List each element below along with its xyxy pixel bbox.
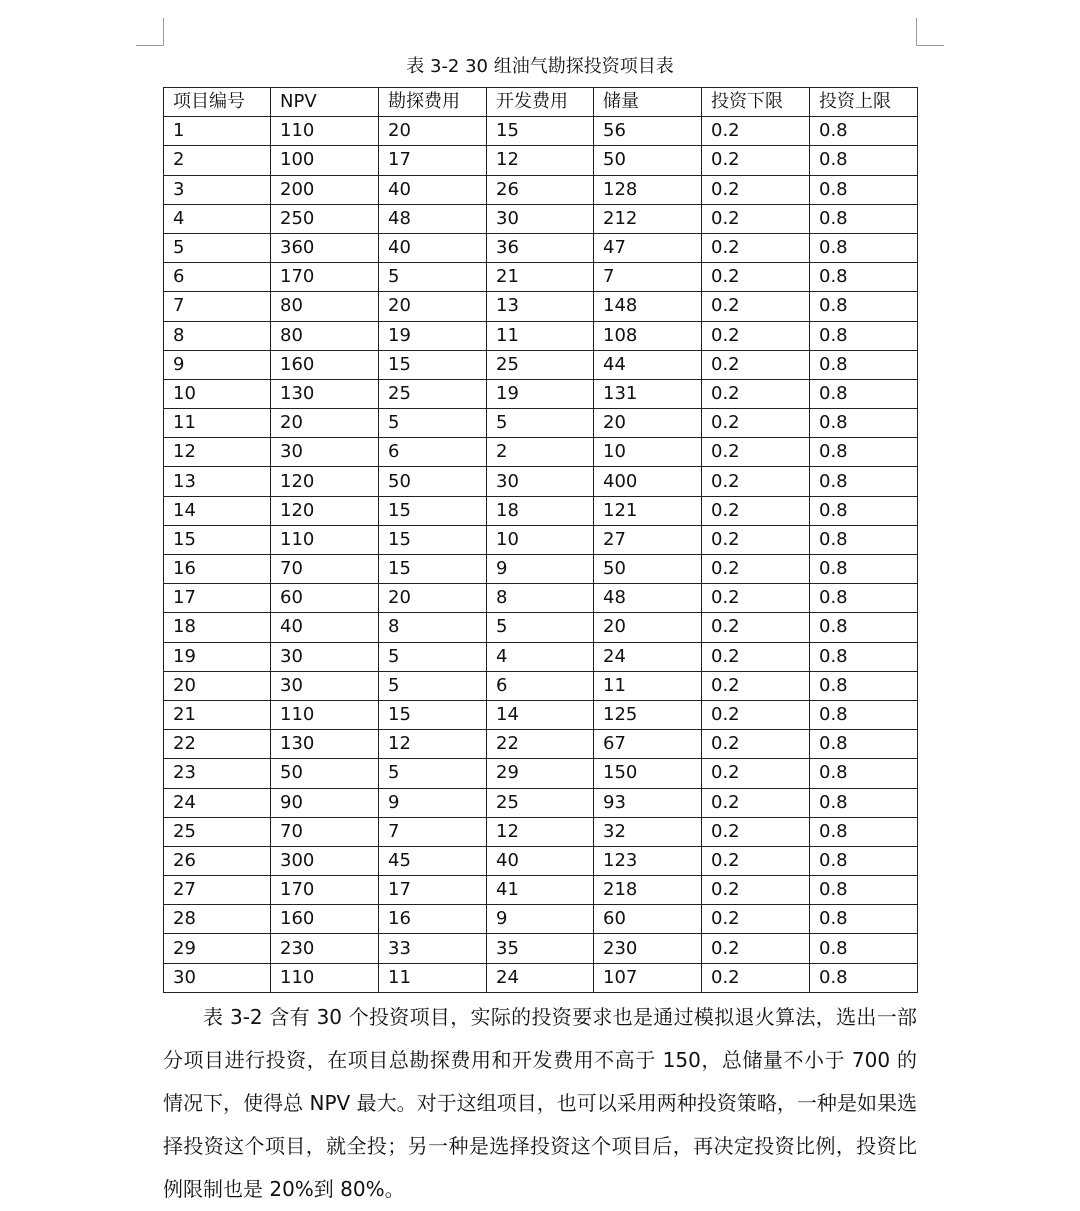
table-cell: 17 xyxy=(379,146,487,175)
table-cell: 48 xyxy=(379,204,487,233)
table-cell: 70 xyxy=(271,555,379,584)
table-cell: 108 xyxy=(594,321,702,350)
table-cell: 0.8 xyxy=(810,846,918,875)
table-cell: 9 xyxy=(164,350,271,379)
table-cell: 400 xyxy=(594,467,702,496)
table-cell: 160 xyxy=(271,905,379,934)
table-cell: 16 xyxy=(379,905,487,934)
table-cell: 44 xyxy=(594,350,702,379)
table-cell: 0.2 xyxy=(702,117,810,146)
table-cell: 19 xyxy=(379,321,487,350)
table-cell: 0.2 xyxy=(702,525,810,554)
table-cell: 20 xyxy=(594,613,702,642)
table-cell: 25 xyxy=(379,379,487,408)
table-cell: 110 xyxy=(271,700,379,729)
table-cell: 15 xyxy=(164,525,271,554)
table-cell: 19 xyxy=(487,379,594,408)
table-cell: 10 xyxy=(164,379,271,408)
table-cell: 28 xyxy=(164,905,271,934)
table-row xyxy=(164,117,918,146)
page-corner-mark-top-right xyxy=(916,18,944,46)
table-cell: 50 xyxy=(594,146,702,175)
table-cell: 3 xyxy=(164,175,271,204)
table-cell: 0.2 xyxy=(702,905,810,934)
table-cell: 5 xyxy=(487,409,594,438)
table-cell: 0.2 xyxy=(702,204,810,233)
table-cell: 0.2 xyxy=(702,233,810,262)
table-cell: 20 xyxy=(164,671,271,700)
table-cell: 0.2 xyxy=(702,175,810,204)
table-cell: 0.8 xyxy=(810,233,918,262)
table-row xyxy=(164,730,918,759)
table-cell: 40 xyxy=(487,846,594,875)
table-row xyxy=(164,963,918,992)
table-cell: 25 xyxy=(164,817,271,846)
table-cell: 0.2 xyxy=(702,263,810,292)
table-cell: 0.2 xyxy=(702,555,810,584)
table-cell: 30 xyxy=(487,467,594,496)
table-cell: 360 xyxy=(271,233,379,262)
table-cell: 14 xyxy=(487,700,594,729)
table-cell: 0.2 xyxy=(702,409,810,438)
table-cell: 15 xyxy=(487,117,594,146)
table-cell: 47 xyxy=(594,233,702,262)
table-cell: 5 xyxy=(379,409,487,438)
table-cell: 0.8 xyxy=(810,671,918,700)
table-row xyxy=(164,204,918,233)
table-cell: 0.8 xyxy=(810,321,918,350)
table-cell: 0.8 xyxy=(810,613,918,642)
table-row xyxy=(164,817,918,846)
table-cell: 120 xyxy=(271,467,379,496)
column-header: 开发费用 xyxy=(487,88,594,117)
page-corner-mark-top-left xyxy=(136,18,164,46)
table-cell: 24 xyxy=(164,788,271,817)
table-cell: 0.8 xyxy=(810,642,918,671)
table-row xyxy=(164,438,918,467)
table-cell: 10 xyxy=(487,525,594,554)
table-cell: 0.8 xyxy=(810,175,918,204)
table-cell: 130 xyxy=(271,730,379,759)
table-cell: 5 xyxy=(164,233,271,262)
table-cell: 0.2 xyxy=(702,759,810,788)
table-cell: 35 xyxy=(487,934,594,963)
table-cell: 4 xyxy=(487,642,594,671)
table-body xyxy=(164,117,918,993)
table-cell: 0.8 xyxy=(810,525,918,554)
table-cell: 2 xyxy=(487,438,594,467)
table-cell: 0.8 xyxy=(810,817,918,846)
table-cell: 300 xyxy=(271,846,379,875)
table-cell: 48 xyxy=(594,584,702,613)
table-cell: 230 xyxy=(271,934,379,963)
table-cell: 250 xyxy=(271,204,379,233)
table-cell: 5 xyxy=(487,613,594,642)
table-row xyxy=(164,700,918,729)
table-row xyxy=(164,671,918,700)
table-cell: 0.2 xyxy=(702,671,810,700)
table-cell: 128 xyxy=(594,175,702,204)
table-cell: 24 xyxy=(594,642,702,671)
table-cell: 13 xyxy=(487,292,594,321)
table-row xyxy=(164,788,918,817)
table-cell: 30 xyxy=(487,204,594,233)
table-row xyxy=(164,379,918,408)
table-cell: 131 xyxy=(594,379,702,408)
table-cell: 67 xyxy=(594,730,702,759)
table-cell: 0.8 xyxy=(810,905,918,934)
table-cell: 121 xyxy=(594,496,702,525)
table-cell: 0.8 xyxy=(810,117,918,146)
table-cell: 36 xyxy=(487,233,594,262)
table-cell: 33 xyxy=(379,934,487,963)
table-cell: 0.2 xyxy=(702,934,810,963)
table-cell: 11 xyxy=(379,963,487,992)
table-cell: 0.8 xyxy=(810,467,918,496)
table-cell: 6 xyxy=(487,671,594,700)
table-cell: 11 xyxy=(487,321,594,350)
table-cell: 16 xyxy=(164,555,271,584)
table-cell: 0.8 xyxy=(810,759,918,788)
table-cell: 0.8 xyxy=(810,204,918,233)
table-cell: 15 xyxy=(379,350,487,379)
table-row xyxy=(164,934,918,963)
table-cell: 1 xyxy=(164,117,271,146)
table-cell: 27 xyxy=(594,525,702,554)
table-cell: 5 xyxy=(379,671,487,700)
table-cell: 11 xyxy=(164,409,271,438)
table-cell: 93 xyxy=(594,788,702,817)
table-cell: 12 xyxy=(487,817,594,846)
table-row xyxy=(164,146,918,175)
table-cell: 0.8 xyxy=(810,350,918,379)
table-cell: 7 xyxy=(379,817,487,846)
table-cell: 90 xyxy=(271,788,379,817)
table-cell: 26 xyxy=(487,175,594,204)
table-cell: 7 xyxy=(164,292,271,321)
table-cell: 0.2 xyxy=(702,146,810,175)
column-header: 勘探费用 xyxy=(379,88,487,117)
table-row xyxy=(164,876,918,905)
table-cell: 5 xyxy=(379,263,487,292)
table-cell: 12 xyxy=(164,438,271,467)
table-cell: 40 xyxy=(379,233,487,262)
table-cell: 0.2 xyxy=(702,321,810,350)
table-cell: 0.8 xyxy=(810,292,918,321)
table-cell: 20 xyxy=(594,409,702,438)
table-cell: 200 xyxy=(271,175,379,204)
table-cell: 0.2 xyxy=(702,584,810,613)
table-cell: 15 xyxy=(379,700,487,729)
table-cell: 0.2 xyxy=(702,350,810,379)
table-cell: 218 xyxy=(594,876,702,905)
table-cell: 32 xyxy=(594,817,702,846)
table-cell: 110 xyxy=(271,525,379,554)
column-header: 投资上限 xyxy=(810,88,918,117)
table-cell: 20 xyxy=(379,117,487,146)
table-row xyxy=(164,759,918,788)
table-header-row xyxy=(164,88,918,117)
table-cell: 26 xyxy=(164,846,271,875)
table-cell: 27 xyxy=(164,876,271,905)
table-cell: 0.2 xyxy=(702,292,810,321)
table-cell: 0.2 xyxy=(702,438,810,467)
table-cell: 45 xyxy=(379,846,487,875)
table-cell: 40 xyxy=(271,613,379,642)
table-row xyxy=(164,263,918,292)
table-cell: 230 xyxy=(594,934,702,963)
table-cell: 0.8 xyxy=(810,876,918,905)
table-row xyxy=(164,233,918,262)
table-cell: 20 xyxy=(379,292,487,321)
table-cell: 30 xyxy=(271,671,379,700)
table-cell: 0.2 xyxy=(702,846,810,875)
table-cell: 0.8 xyxy=(810,788,918,817)
table-cell: 50 xyxy=(271,759,379,788)
table-row xyxy=(164,496,918,525)
table-cell: 0.8 xyxy=(810,146,918,175)
table-cell: 15 xyxy=(379,525,487,554)
table-cell: 40 xyxy=(379,175,487,204)
table-cell: 8 xyxy=(487,584,594,613)
table-cell: 170 xyxy=(271,263,379,292)
table-cell: 15 xyxy=(379,496,487,525)
table-cell: 19 xyxy=(164,642,271,671)
table-cell: 0.8 xyxy=(810,963,918,992)
table-cell: 0.8 xyxy=(810,555,918,584)
table-cell: 6 xyxy=(379,438,487,467)
body-paragraph xyxy=(163,996,917,1211)
table-cell: 21 xyxy=(487,263,594,292)
column-header: 投资下限 xyxy=(702,88,810,117)
table-cell: 170 xyxy=(271,876,379,905)
table-cell: 10 xyxy=(594,438,702,467)
table-cell: 24 xyxy=(487,963,594,992)
table-cell: 18 xyxy=(487,496,594,525)
table-cell: 56 xyxy=(594,117,702,146)
table-row xyxy=(164,292,918,321)
table-cell: 107 xyxy=(594,963,702,992)
table-cell: 50 xyxy=(594,555,702,584)
table-row xyxy=(164,642,918,671)
table-cell: 60 xyxy=(271,584,379,613)
table-cell: 0.8 xyxy=(810,409,918,438)
table-cell: 110 xyxy=(271,117,379,146)
table-cell: 80 xyxy=(271,321,379,350)
table-cell: 29 xyxy=(487,759,594,788)
table-cell: 0.2 xyxy=(702,496,810,525)
column-header: 项目编号 xyxy=(164,88,271,117)
table-cell: 14 xyxy=(164,496,271,525)
table-cell: 0.2 xyxy=(702,467,810,496)
table-cell: 0.2 xyxy=(702,700,810,729)
table-cell: 11 xyxy=(594,671,702,700)
table-cell: 0.2 xyxy=(702,963,810,992)
table-caption: 表 3-2 30 组油气勘探投资项目表 xyxy=(406,56,674,77)
table-row xyxy=(164,905,918,934)
column-header: NPV xyxy=(271,88,379,117)
table-cell: 0.8 xyxy=(810,496,918,525)
table-cell: 29 xyxy=(164,934,271,963)
table-cell: 7 xyxy=(594,263,702,292)
table-row xyxy=(164,409,918,438)
table-cell: 0.2 xyxy=(702,613,810,642)
table-cell: 130 xyxy=(271,379,379,408)
table-row xyxy=(164,175,918,204)
table-cell: 23 xyxy=(164,759,271,788)
table-cell: 4 xyxy=(164,204,271,233)
table-cell: 212 xyxy=(594,204,702,233)
table-cell: 0.2 xyxy=(702,642,810,671)
table-cell: 0.8 xyxy=(810,438,918,467)
table-cell: 9 xyxy=(487,555,594,584)
table-cell: 20 xyxy=(271,409,379,438)
table-row xyxy=(164,584,918,613)
table-cell: 150 xyxy=(594,759,702,788)
table-cell: 5 xyxy=(379,642,487,671)
table-cell: 9 xyxy=(487,905,594,934)
table-cell: 15 xyxy=(379,555,487,584)
table-cell: 0.2 xyxy=(702,817,810,846)
table-cell: 0.8 xyxy=(810,584,918,613)
table-cell: 20 xyxy=(379,584,487,613)
table-cell: 25 xyxy=(487,350,594,379)
table-row xyxy=(164,525,918,554)
table-row xyxy=(164,467,918,496)
table-cell: 21 xyxy=(164,700,271,729)
table-cell: 0.8 xyxy=(810,700,918,729)
table-cell: 13 xyxy=(164,467,271,496)
table-cell: 18 xyxy=(164,613,271,642)
column-header: 储量 xyxy=(594,88,702,117)
table-cell: 30 xyxy=(164,963,271,992)
table-cell: 0.2 xyxy=(702,730,810,759)
table-cell: 22 xyxy=(487,730,594,759)
table-cell: 0.8 xyxy=(810,730,918,759)
table-cell: 125 xyxy=(594,700,702,729)
table-cell: 2 xyxy=(164,146,271,175)
table-cell: 17 xyxy=(379,876,487,905)
table-cell: 100 xyxy=(271,146,379,175)
table-cell: 80 xyxy=(271,292,379,321)
table-cell: 0.8 xyxy=(810,934,918,963)
table-cell: 12 xyxy=(379,730,487,759)
table-row xyxy=(164,846,918,875)
table-cell: 123 xyxy=(594,846,702,875)
table-cell: 148 xyxy=(594,292,702,321)
table-cell: 30 xyxy=(271,438,379,467)
table-cell: 0.2 xyxy=(702,379,810,408)
table-cell: 5 xyxy=(379,759,487,788)
table-row xyxy=(164,350,918,379)
table-cell: 25 xyxy=(487,788,594,817)
table-cell: 160 xyxy=(271,350,379,379)
table-cell: 9 xyxy=(379,788,487,817)
table-cell: 22 xyxy=(164,730,271,759)
table-cell: 0.8 xyxy=(810,263,918,292)
table-cell: 12 xyxy=(487,146,594,175)
table-row xyxy=(164,555,918,584)
table-cell: 70 xyxy=(271,817,379,846)
table-cell: 6 xyxy=(164,263,271,292)
investment-projects-table xyxy=(163,87,918,993)
table-cell: 50 xyxy=(379,467,487,496)
table-cell: 30 xyxy=(271,642,379,671)
table-cell: 110 xyxy=(271,963,379,992)
paragraph-text: 表 3-2 含有 30 个投资项目，实际的投资要求也是通过模拟退火算法，选出一部分项目进行投资，在项目总勘探费用和开发费用不高于 150，总储量不小于 700 的情况下，使得总 NPV 最大。对于这组项目，也可以采用两种投资策略，一种是如果选择投资这个项目，就全投；另一种是选择投资这个项目后，再决定投资比例，投资比例限制也是 20%到 80%。 xyxy=(163,1005,917,1201)
table-cell: 17 xyxy=(164,584,271,613)
table-cell: 0.2 xyxy=(702,876,810,905)
table-cell: 60 xyxy=(594,905,702,934)
table-cell: 120 xyxy=(271,496,379,525)
table-cell: 8 xyxy=(164,321,271,350)
table-cell: 8 xyxy=(379,613,487,642)
table-row xyxy=(164,613,918,642)
table-cell: 0.2 xyxy=(702,788,810,817)
table-row xyxy=(164,321,918,350)
table-cell: 41 xyxy=(487,876,594,905)
table-cell: 0.8 xyxy=(810,379,918,408)
